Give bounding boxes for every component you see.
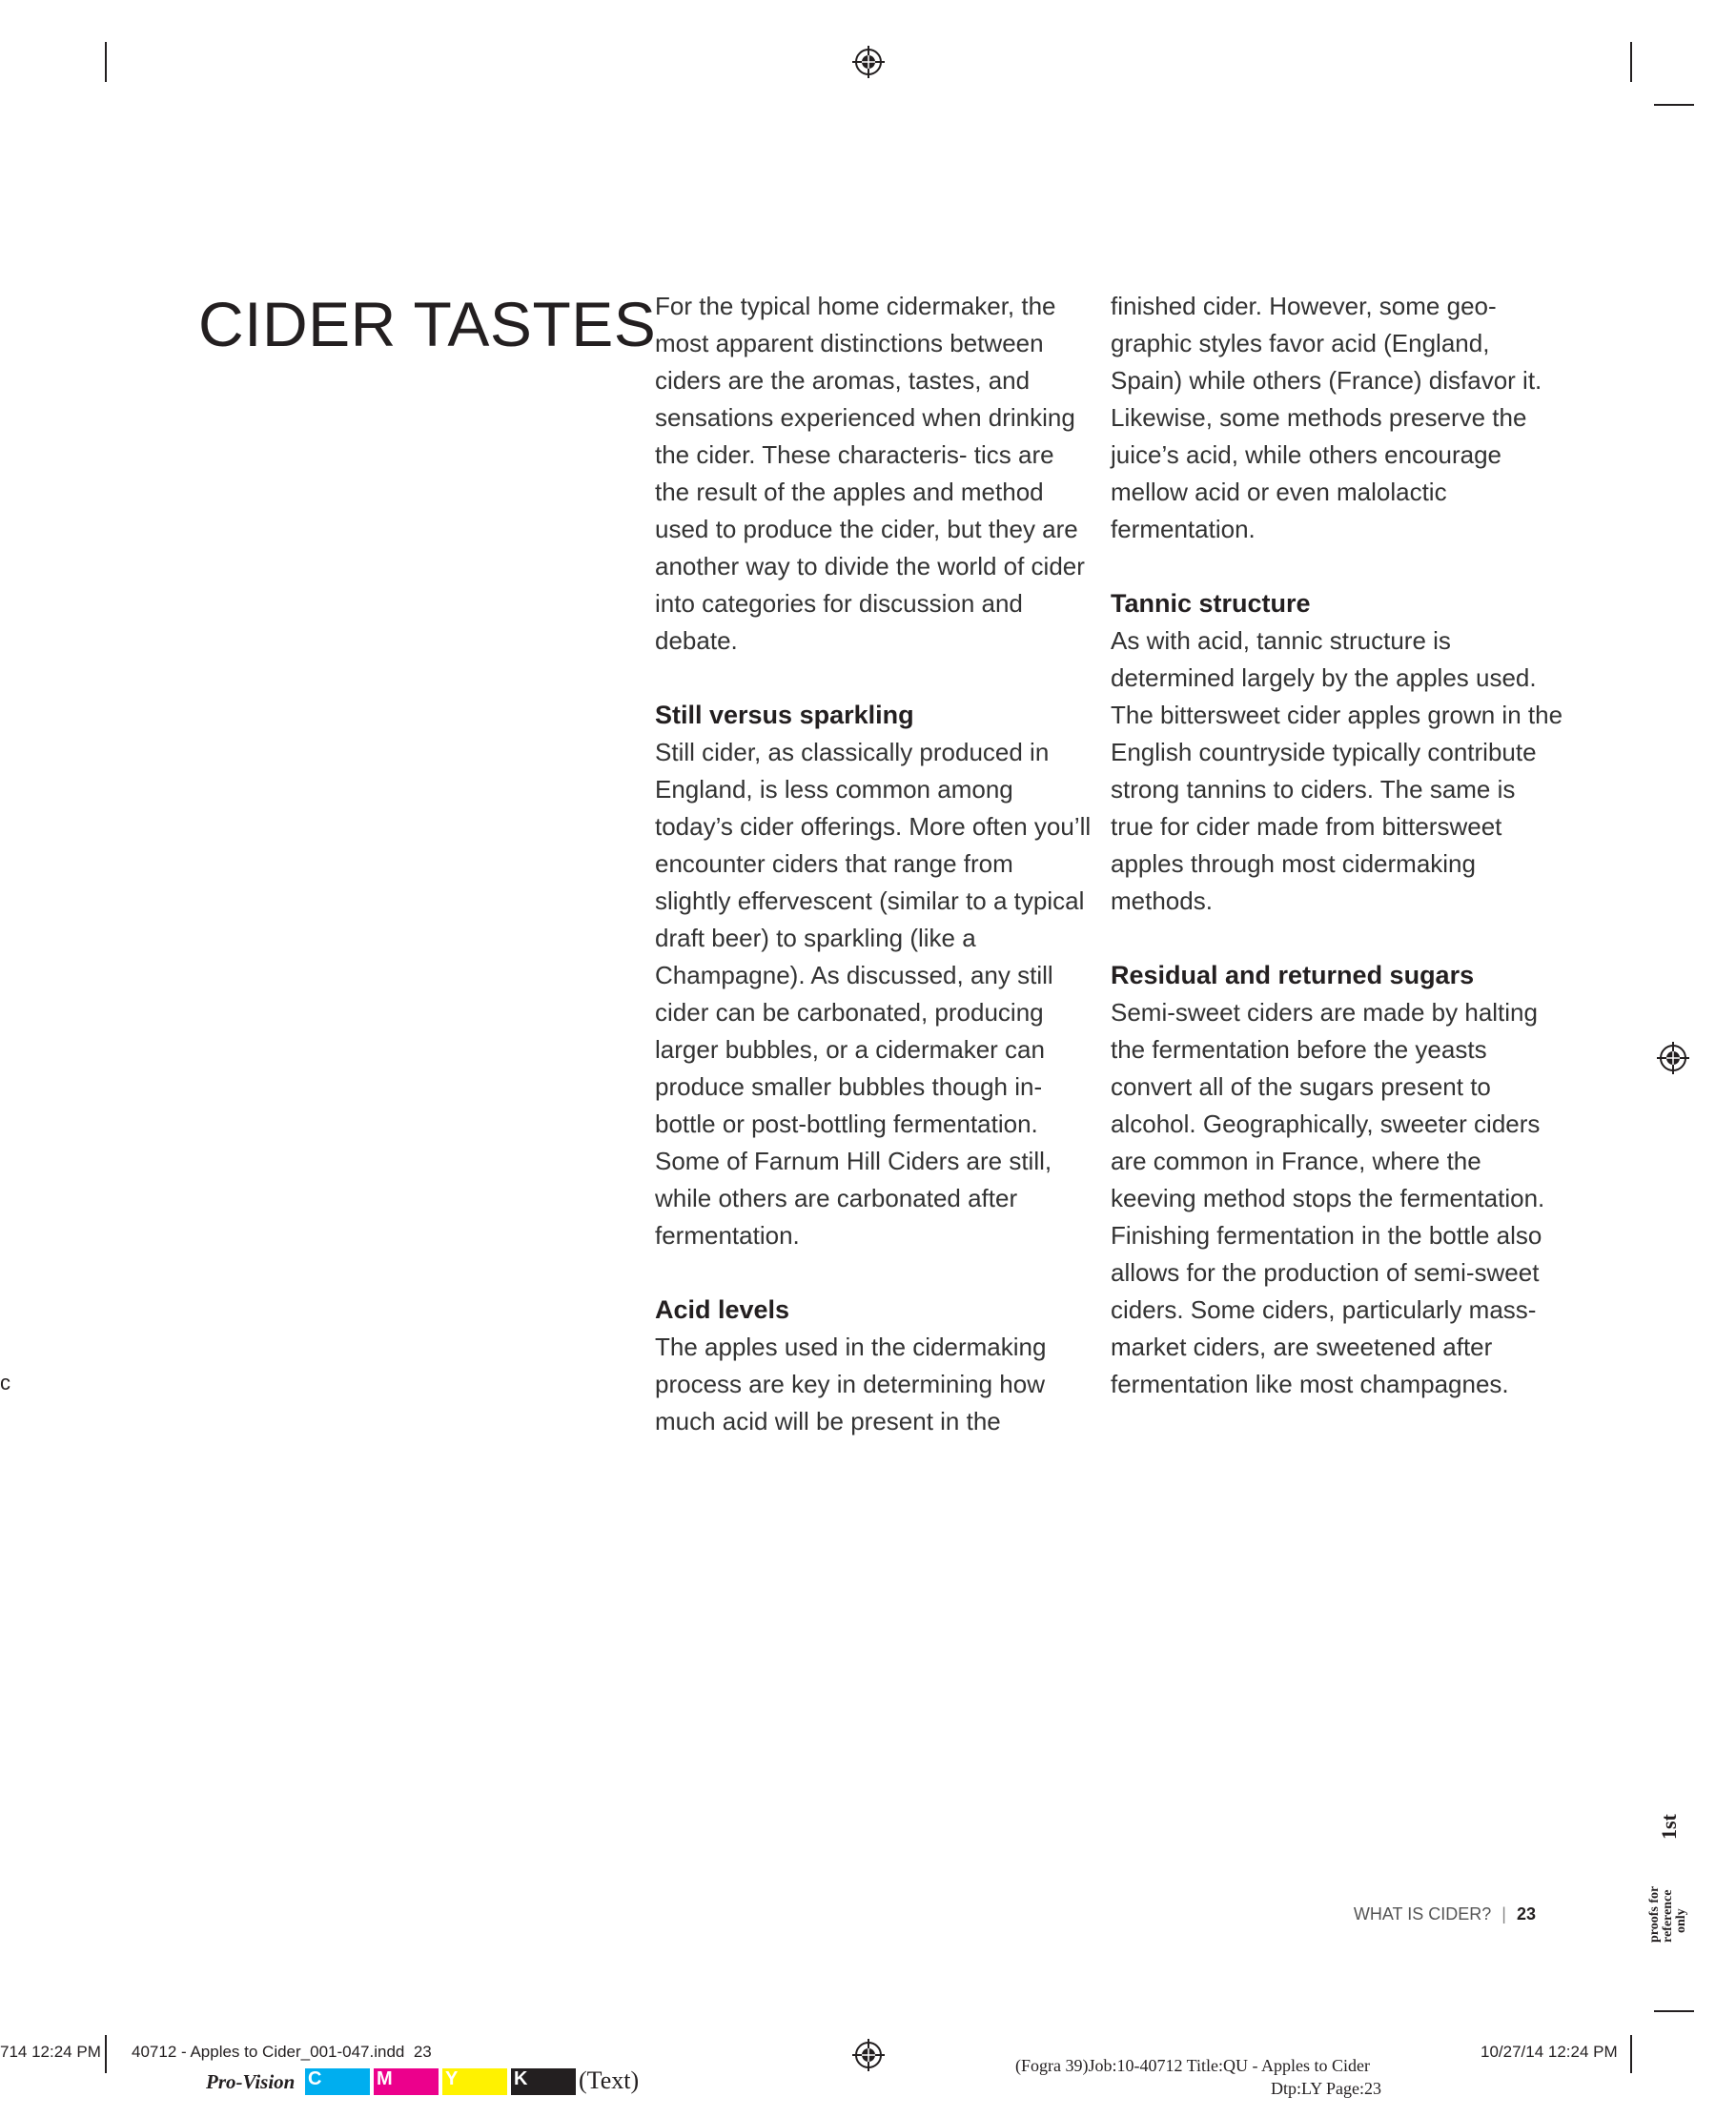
swatch-cyan <box>305 2068 370 2095</box>
text-column-right <box>1111 288 1563 1403</box>
slug-left-timestamp: 714 12:24 PM <box>0 2043 101 2061</box>
swatch-cyan-label: C <box>308 2068 322 2089</box>
slug-file-page: 23 <box>413 2043 432 2061</box>
swatch-yellow-label: Y <box>445 2068 459 2089</box>
proof-stamp-line3: reference <box>1661 1889 1675 1943</box>
slug-provision-logo: Pro-Vision <box>206 2070 296 2093</box>
proof-stamp-line2: proofs for <box>1647 1885 1662 1943</box>
section-body-still-sparkling: Still cider, as classically produced in England, is less common among today’s cider offerings. More often you’ll encounter ciders that range from slightly effervescent (similar to a typical draft beer) to sparkling (like a Champagne). As discussed, any still cider can be carbonated, producing larger bubbles, or a cidermaker can produce smaller bubbles though in-bottle or post-bottling fermentation. Some of Farnum Hill Ciders are still, while others are carbonated after fermentation. <box>655 738 1092 1250</box>
swatch-magenta <box>374 2068 439 2095</box>
slug-job-info: (Fogra 39)Job:10-40712 Title:QU - Apples to Cider <box>1015 2056 1370 2075</box>
slug-right-timestamp: 10/27/14 12:24 PM <box>1481 2043 1618 2061</box>
intro-paragraph: For the typical home cidermaker, the most apparent distinctions between ciders are the aromas, tastes, and sensations experienced when drinking the cider. These characteris- tics are the result of the apples and method used to produce the cider, but they are another way to divide the world of cider into categories for discussion and debate. <box>655 292 1085 655</box>
section-heading-still-sparkling: Still versus sparkling <box>655 701 914 729</box>
swatch-magenta-label: M <box>377 2068 393 2089</box>
crop-mark-bottom-left <box>105 2035 107 2073</box>
swatch-yellow <box>442 2068 507 2095</box>
crop-mark-right-top <box>1654 104 1694 106</box>
page-folio <box>1354 1904 1536 1924</box>
crop-mark-right-bottom <box>1654 2010 1694 2012</box>
slug-file-name <box>132 2043 432 2062</box>
section-body-tannic-structure: As with acid, tannic structure is determined largely by the apples used. The bittersweet cider apples grown in the English countryside typically contribute strong tannins to ciders. The same is true for cider made from bittersweet apples through most cidermaking methods. <box>1111 626 1563 915</box>
section-body-residual-sugars: Semi-sweet ciders are made by halting the fermentation before the yeasts convert all of the sugars present to alcohol. Geographically, sweeter ciders are common in France, where the keeving method stops the fermentation. Finishing fermentation in the bottle also allows for the production of semi-sweet ciders. Some ciders, particularly mass- market ciders, are sweetened after fermentation like most champagnes. <box>1111 998 1545 1398</box>
folio-section-name: WHAT IS CIDER? <box>1353 1904 1492 1924</box>
slug-file: 40712 - Apples to Cider_001-047.indd <box>132 2043 405 2061</box>
slug-dtp-info: Dtp:LY Page:23 <box>1271 2079 1382 2098</box>
crop-mark-bottom-right <box>1630 2035 1632 2073</box>
section-body-acid-levels: The apples used in the cidermaking process are key in determining how much acid will be present in the <box>655 1333 1047 1435</box>
registration-mark-right-icon <box>1657 1042 1689 1074</box>
text-column-left <box>655 288 1093 1440</box>
swatch-black <box>511 2068 576 2095</box>
section-heading-tannic-structure: Tannic structure <box>1111 589 1311 618</box>
proof-stamp <box>1647 1814 1705 1944</box>
swatch-black-label: K <box>514 2068 528 2089</box>
proof-stamp-line1: 1st <box>1657 1814 1681 1840</box>
edge-mark: c <box>0 1371 10 1394</box>
proof-stamp-line4: only <box>1674 1908 1688 1933</box>
slug-plate-name: (Text) <box>579 2066 640 2094</box>
crop-mark-top-right <box>1630 42 1632 82</box>
page-title: CIDER TASTES <box>198 289 657 359</box>
section-body-acid-levels-continued: finished cider. However, some geo- graphic styles favor acid (England, Spain) while others (France) disfavor it. Likewise, some methods preserve the juice’s acid, while others encourage mellow acid or even malolactic fermentation. <box>1111 292 1542 543</box>
folio-separator: | <box>1501 1904 1506 1924</box>
folio-page-number: 23 <box>1516 1904 1536 1924</box>
registration-mark-top-icon <box>852 46 885 78</box>
section-heading-residual-sugars: Residual and returned sugars <box>1111 961 1475 989</box>
crop-mark-top-left <box>105 42 107 82</box>
section-heading-acid-levels: Acid levels <box>655 1295 790 1324</box>
registration-mark-bottom-icon <box>852 2039 885 2071</box>
